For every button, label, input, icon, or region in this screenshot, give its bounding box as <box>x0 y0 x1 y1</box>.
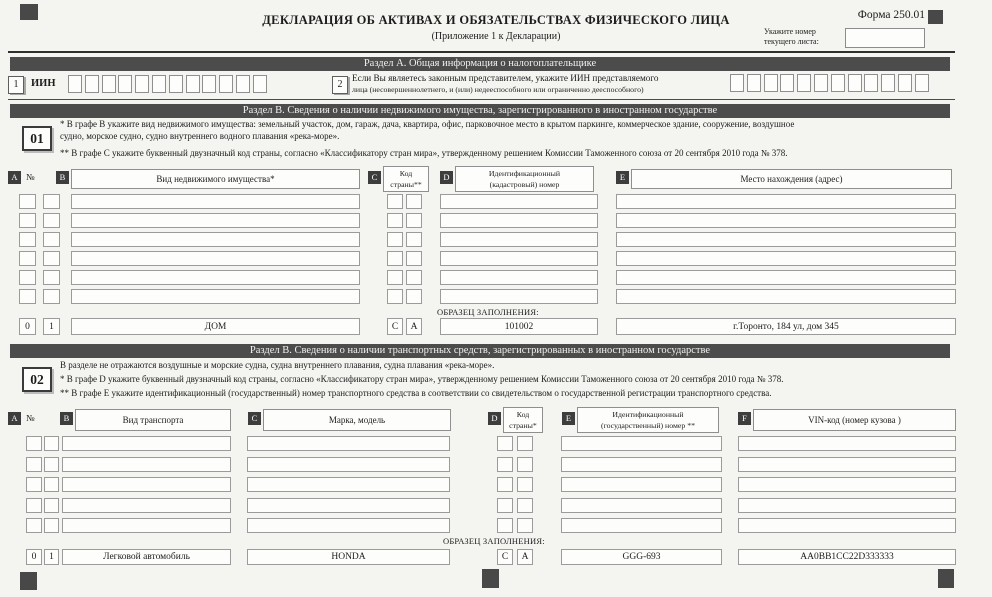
country-code-cell[interactable] <box>387 270 403 285</box>
iin-digit-cell[interactable] <box>236 75 250 93</box>
iin-digit-cell[interactable] <box>848 74 862 92</box>
empty-table-row <box>0 213 992 228</box>
b1-column-title-property-type: Вид недвижимого имущества* <box>71 169 360 189</box>
cadastral-number-field[interactable] <box>440 232 598 247</box>
b1-note1-line1: * В графе В укажите вид недвижимого имущества: земельный участок, дом, гараж, дача, квартира, офис, парковочное место в крытом паркинге, коммерческое здание, сооружение, воздушное <box>60 119 795 129</box>
b1-cadastral-line1: Идентификационный <box>488 169 561 178</box>
property-type-field[interactable] <box>71 289 360 304</box>
country-code-cell[interactable] <box>406 251 422 266</box>
row-num-cell[interactable] <box>44 498 59 513</box>
form-subtitle: (Приложение 1 к Декларации) <box>431 31 561 42</box>
country-code-cell[interactable] <box>387 194 403 209</box>
empty-table-row <box>0 270 992 285</box>
row-num-cell[interactable] <box>44 436 59 451</box>
row-num-cell[interactable] <box>26 457 42 472</box>
b1-sample-num-cell-1: 0 <box>19 318 36 335</box>
b1-sample-country-cell-1: С <box>387 318 403 335</box>
country-code-cell[interactable] <box>517 518 533 533</box>
row-num-cell[interactable] <box>43 289 60 304</box>
iin-digit-cell[interactable] <box>747 74 761 92</box>
iin-digit-cell[interactable] <box>780 74 794 92</box>
b2-reg-number-line1: Идентификационный <box>612 410 684 419</box>
b2-reg-number-line2: (государственный) номер ** <box>600 420 695 430</box>
field-2-badge: 2 <box>332 76 348 94</box>
vin-field[interactable] <box>738 436 956 451</box>
country-code-cell[interactable] <box>406 213 422 228</box>
property-type-field[interactable] <box>71 251 360 266</box>
row-num-cell[interactable] <box>19 213 36 228</box>
iin-label: ИИН <box>31 78 56 89</box>
empty-table-row <box>0 289 992 304</box>
b1-country-code-line1: Код <box>399 169 413 178</box>
iin-digit-cell[interactable] <box>831 74 845 92</box>
address-field[interactable] <box>616 232 956 247</box>
empty-table-row <box>0 251 992 266</box>
b2-column-key-d: D <box>488 412 501 425</box>
row-num-cell[interactable] <box>19 232 36 247</box>
representative-note-line1: Если Вы являетесь законным представителем, укажите ИИН представляемого <box>352 73 659 83</box>
row-num-cell[interactable] <box>19 289 36 304</box>
field-1-badge: 1 <box>8 76 24 94</box>
b1-column-title-number: № <box>26 172 35 182</box>
iin-digit-cell[interactable] <box>202 75 216 93</box>
section-a-header-bar: Раздел А. Общая информация о налогоплательщике <box>10 57 950 71</box>
address-field[interactable] <box>616 251 956 266</box>
b2-note0: В разделе не отражаются воздушные и морские судна, судна внутреннего плавания, судна плавания «река-море». <box>60 360 495 370</box>
sheet-number-input[interactable] <box>845 28 925 48</box>
iin-digit-cell[interactable] <box>915 74 929 92</box>
brand-model-field[interactable] <box>247 457 450 472</box>
row-num-cell[interactable] <box>26 436 42 451</box>
empty-table-row <box>0 457 992 472</box>
country-code-cell[interactable] <box>517 477 533 492</box>
brand-model-field[interactable] <box>247 477 450 492</box>
b2-note1: * В графе D укажите буквенный двузначный код страны, согласно «Классификатору стран мира», утвержденному решением Комиссии Таможенного союза от 20 сентября 2010 года № 378. <box>60 374 784 384</box>
b2-table-header <box>0 406 992 434</box>
section-02-code: 02 <box>22 367 52 392</box>
country-code-cell[interactable] <box>517 498 533 513</box>
b1-note2: ** В графе С укажите буквенный двузначный код страны, согласно «Классификатору стран мира», утвержденному решением Комиссии Таможенного союза от 20 сентября 2010 года № 378. <box>60 148 788 158</box>
b2-column-title-reg-number <box>577 407 719 433</box>
reg-number-field[interactable] <box>561 477 722 492</box>
iin-digit-cell[interactable] <box>881 74 895 92</box>
cadastral-number-field[interactable] <box>440 289 598 304</box>
transport-type-field[interactable] <box>62 457 231 472</box>
b2-rows <box>0 436 992 539</box>
b1-sample-address: г.Торонто, 184 ул, дом 345 <box>616 318 956 335</box>
b1-sample-property-type: ДОМ <box>71 318 360 335</box>
iin-digit-cell[interactable] <box>186 75 200 93</box>
reg-number-field[interactable] <box>561 436 722 451</box>
registration-mark-bottom-left <box>20 572 37 590</box>
country-code-cell[interactable] <box>387 232 403 247</box>
row-num-cell[interactable] <box>43 213 60 228</box>
transport-type-field[interactable] <box>62 498 231 513</box>
form-number: Форма 250.01 <box>857 9 925 21</box>
b2-column-title-number: № <box>26 413 35 423</box>
representative-note-line2: лица (несовершеннолетнего, и (или) недееспособного или ограниченно дееспособного) <box>352 85 644 94</box>
b2-sample-transport-type: Легковой автомобиль <box>62 549 231 565</box>
b1-column-key-c: C <box>368 171 381 184</box>
b1-rows <box>0 194 992 308</box>
b1-sample-num-cell-2: 1 <box>43 318 60 335</box>
b2-country-code-line1: Код <box>516 410 530 419</box>
vin-field[interactable] <box>738 518 956 533</box>
section-b1-header-bar: Раздел В. Сведения о наличии недвижимого имущества, зарегистрированного в иностранном государстве <box>10 104 950 118</box>
row-num-cell[interactable] <box>43 194 60 209</box>
property-type-field[interactable] <box>71 270 360 285</box>
address-field[interactable] <box>616 289 956 304</box>
reg-number-field[interactable] <box>561 498 722 513</box>
row-num-cell[interactable] <box>19 251 36 266</box>
sheet-number-label-line1: Укажите номер <box>764 27 816 36</box>
iin-digit-cell[interactable] <box>814 74 828 92</box>
row-num-cell[interactable] <box>43 251 60 266</box>
brand-model-field[interactable] <box>247 518 450 533</box>
country-code-cell[interactable] <box>517 436 533 451</box>
country-code-cell[interactable] <box>406 232 422 247</box>
b2-column-key-a: A <box>8 412 21 425</box>
registration-mark-bottom-right <box>938 569 954 588</box>
empty-table-row <box>0 498 992 513</box>
iin-digit-cell[interactable] <box>118 75 132 93</box>
section-01-code: 01 <box>22 126 52 151</box>
b2-note2: ** В графе Е укажите идентификационный (государственный) номер транспортного средства в соответствии со свидетельством о государственной регистрации транспортного средства. <box>60 388 772 398</box>
vin-field[interactable] <box>738 477 956 492</box>
country-code-cell[interactable] <box>497 457 513 472</box>
b2-sample-brand: HONDA <box>247 549 450 565</box>
cadastral-number-field[interactable] <box>440 251 598 266</box>
empty-table-row <box>0 436 992 451</box>
iin-cells-group <box>68 75 267 93</box>
property-type-field[interactable] <box>71 194 360 209</box>
address-field[interactable] <box>616 270 956 285</box>
transport-type-field[interactable] <box>62 436 231 451</box>
b2-sample-country-cell-1: С <box>497 549 513 565</box>
address-field[interactable] <box>616 213 956 228</box>
b2-column-title-transport-type: Вид транспорта <box>75 409 231 431</box>
row-num-cell[interactable] <box>26 498 42 513</box>
country-code-cell[interactable] <box>497 498 513 513</box>
brand-model-field[interactable] <box>247 436 450 451</box>
country-code-cell[interactable] <box>497 436 513 451</box>
section-a-divider <box>8 99 955 100</box>
empty-table-row <box>0 518 992 533</box>
b1-column-title-address: Место нахождения (адрес) <box>631 169 952 189</box>
brand-model-field[interactable] <box>247 498 450 513</box>
b1-column-key-a: A <box>8 171 21 184</box>
b2-sample-country-cell-2: А <box>517 549 533 565</box>
b1-sample-row <box>0 318 992 335</box>
transport-type-field[interactable] <box>62 477 231 492</box>
empty-table-row <box>0 232 992 247</box>
b2-column-key-e: E <box>562 412 575 425</box>
country-code-cell[interactable] <box>406 270 422 285</box>
header-divider <box>8 51 955 53</box>
sheet-number-label <box>764 27 819 48</box>
property-type-field[interactable] <box>71 232 360 247</box>
property-type-field[interactable] <box>71 213 360 228</box>
b1-sample-country-cell-2: А <box>406 318 422 335</box>
cadastral-number-field[interactable] <box>440 270 598 285</box>
country-code-cell[interactable] <box>497 477 513 492</box>
b2-country-code-line2: страны* <box>509 420 537 430</box>
iin-digit-cell[interactable] <box>797 74 811 92</box>
b1-country-code-line2: страны** <box>390 179 422 189</box>
b1-note1-line2: судно, морское судно, судно внутреннего водного плавания «река-море». <box>60 131 340 141</box>
iin-digit-cell[interactable] <box>219 75 233 93</box>
iin-digit-cell[interactable] <box>85 75 99 93</box>
vin-field[interactable] <box>738 498 956 513</box>
row-num-cell[interactable] <box>19 270 36 285</box>
iin-digit-cell[interactable] <box>898 74 912 92</box>
b2-column-title-brand-model: Марка, модель <box>263 409 451 431</box>
empty-table-row <box>0 477 992 492</box>
b2-column-key-c: C <box>248 412 261 425</box>
b1-column-title-country-code <box>383 166 429 192</box>
b2-sample-num-cell-2: 1 <box>44 549 59 565</box>
sheet-number-label-line2: текущего листа: <box>764 37 819 47</box>
row-num-cell[interactable] <box>44 477 59 492</box>
b2-sample-row <box>0 549 992 565</box>
registration-mark-bottom-center <box>482 569 499 588</box>
b2-column-key-b: B <box>60 412 73 425</box>
b2-sample-fill-label: ОБРАЗЕЦ ЗАПОЛНЕНИЯ: <box>443 536 545 546</box>
b1-sample-fill-label: ОБРАЗЕЦ ЗАПОЛНЕНИЯ: <box>437 307 539 317</box>
iin-digit-cell[interactable] <box>135 75 149 93</box>
row-num-cell[interactable] <box>43 232 60 247</box>
row-num-cell[interactable] <box>44 518 59 533</box>
b1-column-key-d: D <box>440 171 453 184</box>
country-code-cell[interactable] <box>387 289 403 304</box>
iin-digit-cell[interactable] <box>253 75 267 93</box>
reg-number-field[interactable] <box>561 518 722 533</box>
row-num-cell[interactable] <box>44 457 59 472</box>
form-title: ДЕКЛАРАЦИЯ ОБ АКТИВАХ И ОБЯЗАТЕЛЬСТВАХ ФИЗИЧЕСКОГО ЛИЦА <box>262 13 730 27</box>
vin-field[interactable] <box>738 457 956 472</box>
b1-table-header <box>0 166 992 193</box>
reg-number-field[interactable] <box>561 457 722 472</box>
b1-sample-id-number: 101002 <box>440 318 598 335</box>
iin-digit-cell[interactable] <box>730 74 744 92</box>
row-num-cell[interactable] <box>26 477 42 492</box>
b1-column-key-e: E <box>616 171 629 184</box>
b2-sample-reg-number: GGG-693 <box>561 549 722 565</box>
b2-column-key-f: F <box>738 412 751 425</box>
empty-table-row <box>0 194 992 209</box>
representative-iin-cells-group <box>730 74 929 92</box>
b1-cadastral-line2: (кадастровый) номер <box>489 179 560 189</box>
b1-column-title-cadastral-number <box>455 166 594 192</box>
iin-digit-cell[interactable] <box>68 75 82 93</box>
cadastral-number-field[interactable] <box>440 194 598 209</box>
iin-digit-cell[interactable] <box>102 75 116 93</box>
iin-digit-cell[interactable] <box>169 75 183 93</box>
cadastral-number-field[interactable] <box>440 213 598 228</box>
row-num-cell[interactable] <box>43 270 60 285</box>
country-code-cell[interactable] <box>406 194 422 209</box>
country-code-cell[interactable] <box>387 251 403 266</box>
transport-type-field[interactable] <box>62 518 231 533</box>
country-code-cell[interactable] <box>387 213 403 228</box>
iin-digit-cell[interactable] <box>864 74 878 92</box>
iin-digit-cell[interactable] <box>152 75 166 93</box>
address-field[interactable] <box>616 194 956 209</box>
row-num-cell[interactable] <box>19 194 36 209</box>
country-code-cell[interactable] <box>517 457 533 472</box>
b2-column-title-vin: VIN-код (номер кузова ) <box>753 409 956 431</box>
iin-digit-cell[interactable] <box>764 74 778 92</box>
country-code-cell[interactable] <box>406 289 422 304</box>
b1-column-key-b: B <box>56 171 69 184</box>
country-code-cell[interactable] <box>497 518 513 533</box>
b2-column-title-country-code <box>503 407 543 433</box>
b2-sample-vin: AA0BB1CC22D333333 <box>738 549 956 565</box>
section-b2-header-bar: Раздел В. Сведения о наличии транспортных средств, зарегистрированных в иностранном государстве <box>10 344 950 358</box>
row-num-cell[interactable] <box>26 518 42 533</box>
b2-sample-num-cell-1: 0 <box>26 549 42 565</box>
